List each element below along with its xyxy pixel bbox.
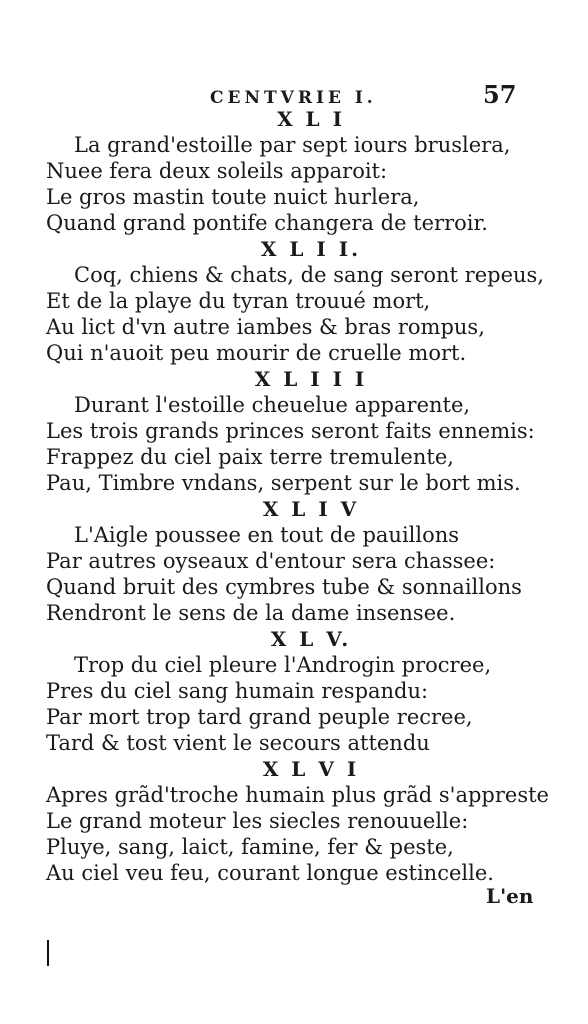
- verse-line: La grand'estoille par sept iours bruslera,: [74, 133, 511, 157]
- verse-line: Nuee fera deux soleils apparoit:: [46, 159, 388, 183]
- running-title: CENTVRIE I.: [210, 88, 377, 108]
- quatrain-numeral: X L I I.: [260, 237, 362, 261]
- verse-line: Quand bruit des cymbres tube & sonnaillons: [46, 575, 522, 599]
- verse-line: Les trois grands princes seront faits ennemis:: [46, 419, 535, 443]
- quatrain: [46, 496, 546, 626]
- quatrain-numeral: X L I: [277, 107, 345, 131]
- quatrain-numeral: X L V I: [262, 757, 360, 781]
- quatrain: [46, 626, 546, 756]
- quatrain-numeral: X L I I I: [254, 367, 368, 391]
- quatrain-list: [46, 106, 549, 886]
- quatrain: [46, 366, 546, 496]
- verse-line: Et de la playe du tyran trouué mort,: [46, 289, 431, 313]
- verse-line: Par mort trop tard grand peuple recree,: [46, 705, 473, 729]
- quatrain-numeral: X L I V: [262, 497, 360, 521]
- verse-line: Au lict d'vn autre iambes & bras rompus,: [46, 315, 485, 339]
- verse-line: Pluye, sang, laict, famine, fer & peste,: [46, 835, 454, 859]
- page-number: 57: [483, 80, 517, 109]
- verse-line: Durant l'estoille cheuelue apparente,: [74, 393, 471, 417]
- verse-line: Pau, Timbre vndans, serpent sur le bort mis.: [46, 471, 521, 495]
- verse-line: Pres du ciel sang humain respandu:: [46, 679, 429, 703]
- verse-line: Le gros mastin toute nuict hurlera,: [46, 185, 420, 209]
- quatrain-numeral: X L V.: [270, 627, 352, 651]
- verse-line: Apres grãd'troche humain plus grãd s'appreste: [46, 783, 549, 807]
- quatrain: [46, 106, 546, 236]
- margin-mark: [47, 940, 49, 966]
- verse-line: Qui n'auoit peu mourir de cruelle mort.: [46, 341, 467, 365]
- catchword: L'en: [486, 884, 534, 908]
- verse-line: Frappez du ciel paix terre tremulente,: [46, 445, 454, 469]
- verse-line: Trop du ciel pleure l'Androgin procree,: [74, 653, 492, 677]
- verse-line: Tard & tost vient le secours attendu: [46, 731, 430, 755]
- verse-line: Quand grand pontife changera de terroir.: [46, 211, 488, 235]
- verse-line: Par autres oyseaux d'entour sera chassee:: [46, 549, 496, 573]
- quatrain: [46, 756, 549, 886]
- quatrain: [46, 236, 546, 366]
- verse-line: L'Aigle poussee en tout de pauillons: [74, 523, 460, 547]
- verse-line: Au ciel veu feu, courant longue estincelle.: [46, 861, 494, 885]
- verse-line: Coq, chiens & chats, de sang seront repeus,: [74, 263, 544, 287]
- verse-line: Le grand moteur les siecles renouuelle:: [46, 809, 469, 833]
- verse-line: Rendront le sens de la dame insensee.: [46, 601, 456, 625]
